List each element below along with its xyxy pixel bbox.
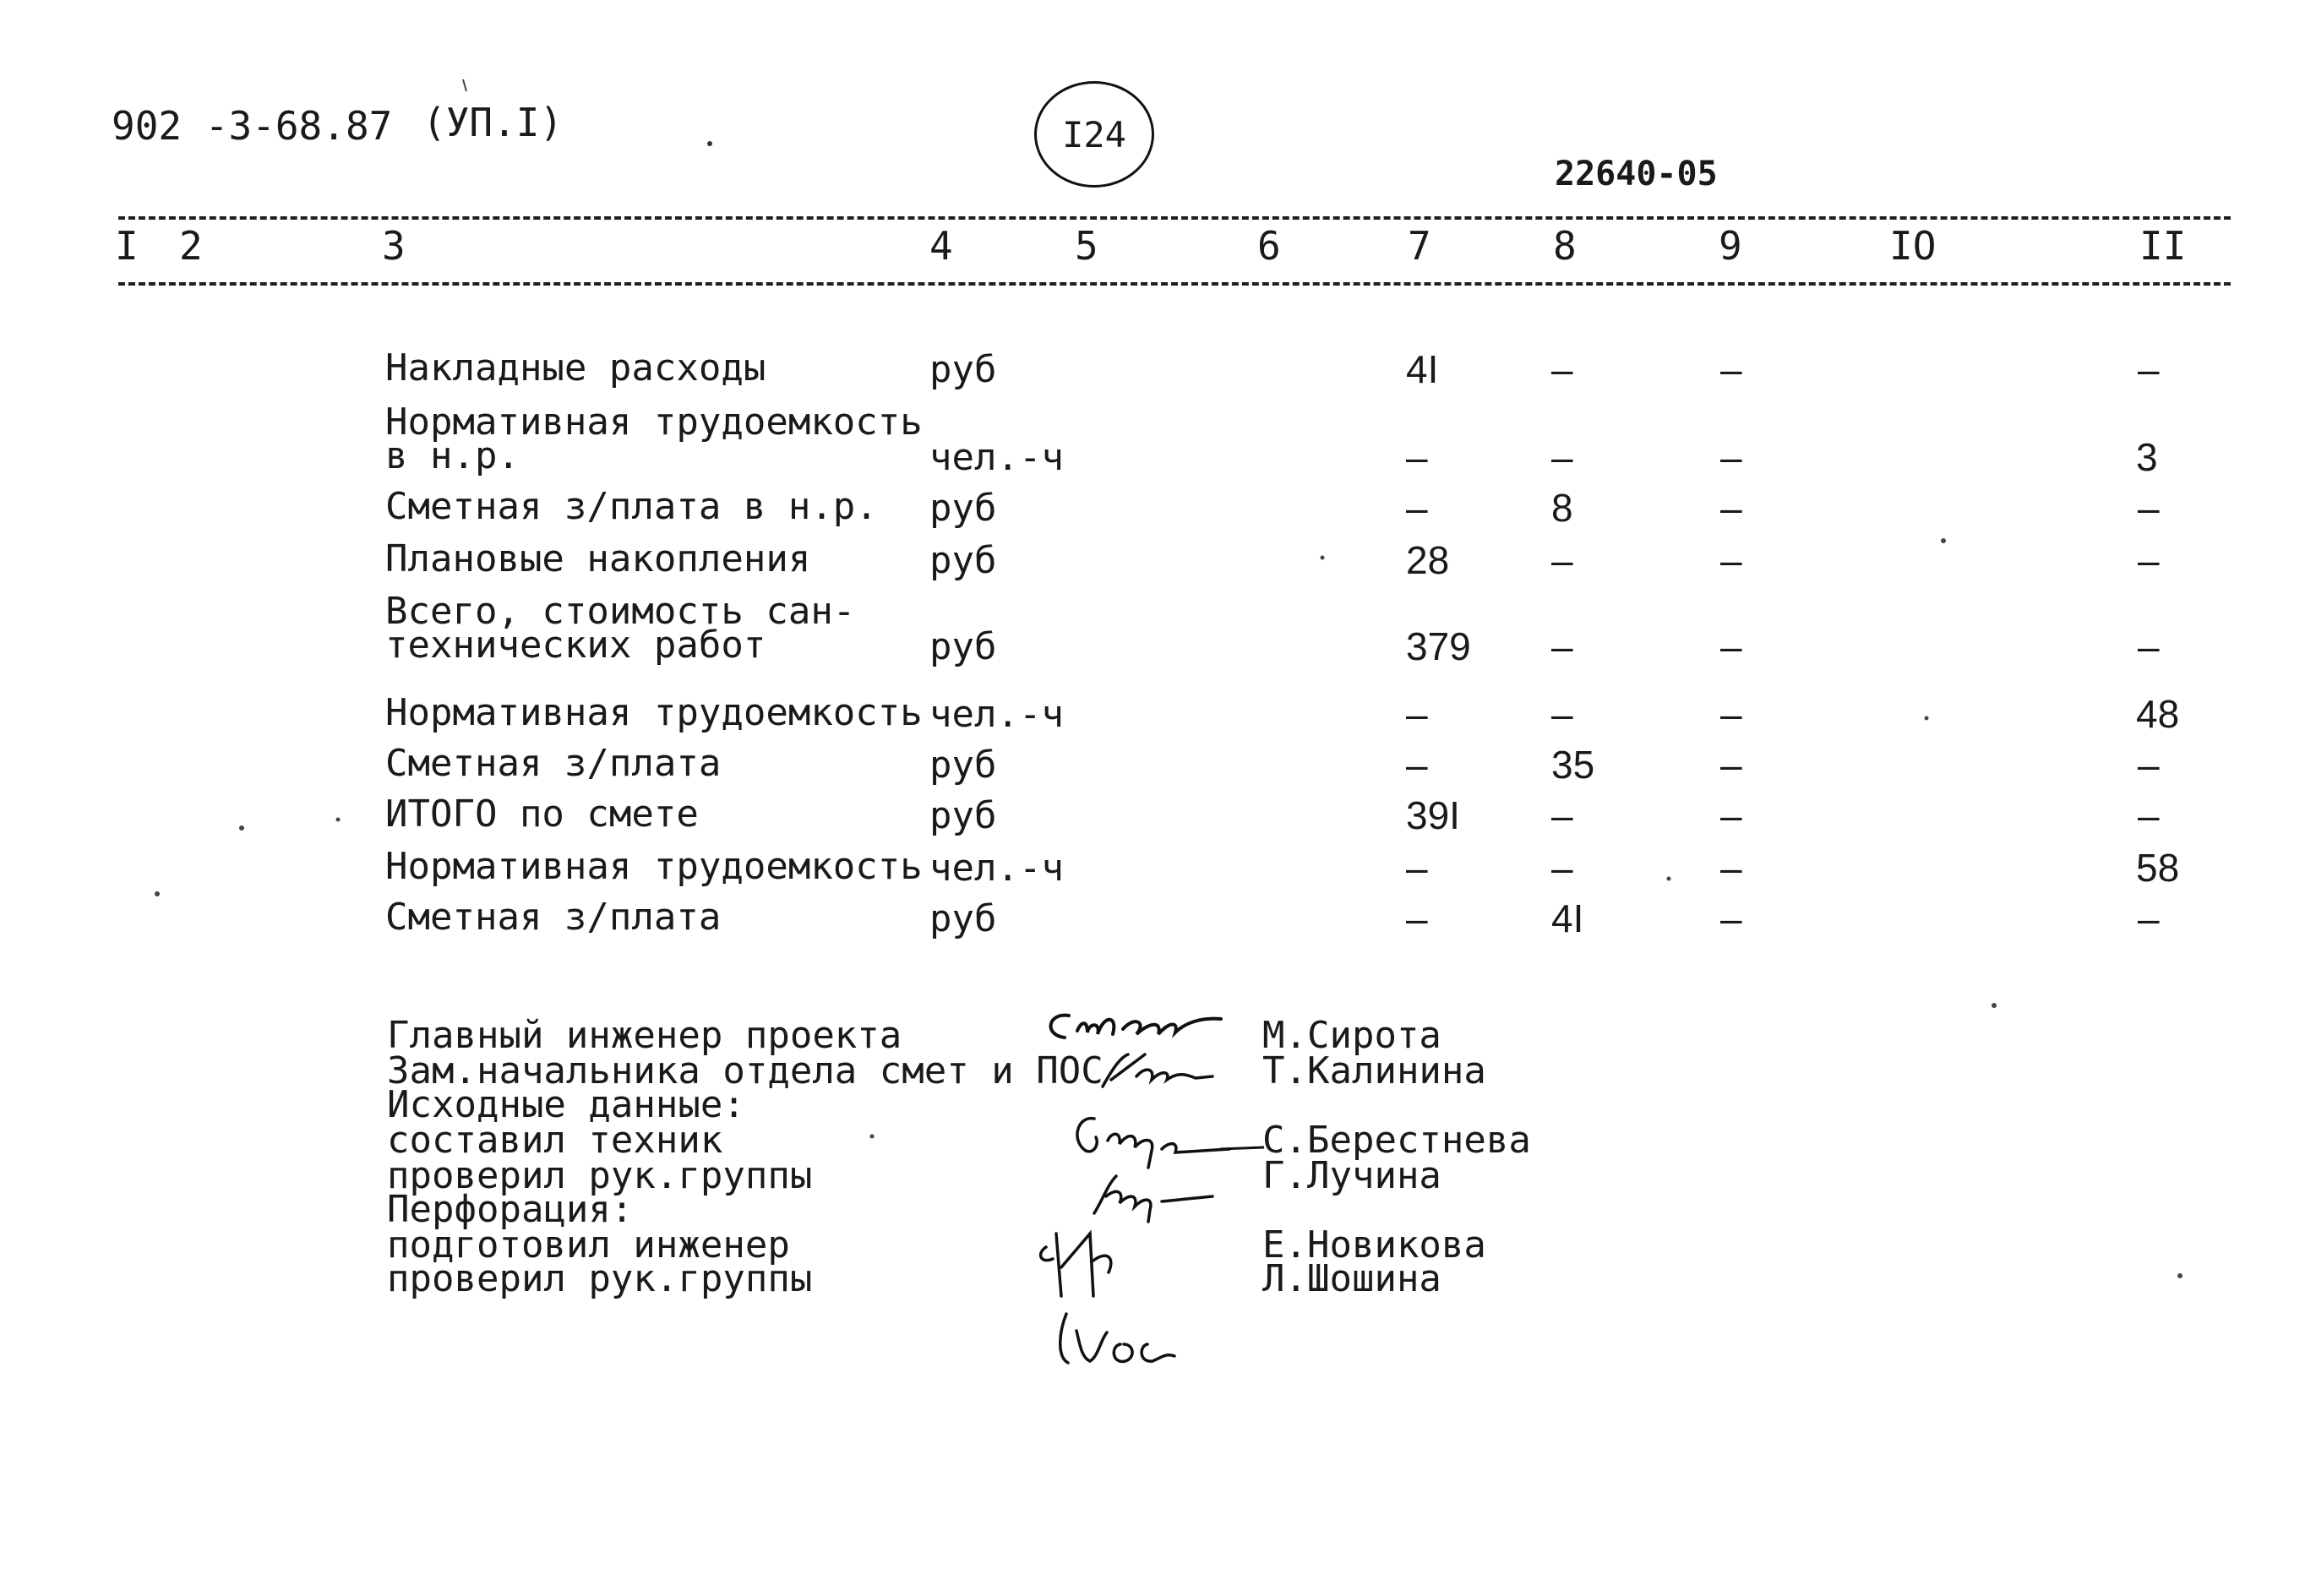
cell-col11: – xyxy=(2138,347,2160,391)
column-header: I xyxy=(115,223,139,269)
signatory-name: Л.Шошина xyxy=(1262,1257,1441,1300)
row-label: Сметная з/плата xyxy=(385,742,722,785)
column-header: 3 xyxy=(382,223,406,269)
cell-col9: – xyxy=(1720,624,1742,668)
column-header: II xyxy=(2139,223,2187,269)
cell-col8: 8 xyxy=(1551,486,1573,530)
row-label: Нормативная трудоемкость xyxy=(385,691,923,734)
row-unit: чел.-ч xyxy=(929,693,1064,736)
row-unit: руб xyxy=(929,794,997,837)
cell-col11: – xyxy=(2138,896,2160,940)
cell-col8: – xyxy=(1551,793,1573,837)
row-label: Нормативная трудоемкость xyxy=(385,845,923,888)
row-label: Нормативная трудоемкость xyxy=(385,400,923,444)
cell-col11: – xyxy=(2138,743,2160,787)
signature-role: проверил рук.группы xyxy=(387,1154,813,1197)
column-header: 4 xyxy=(929,223,953,269)
cell-col7: – xyxy=(1406,435,1428,479)
cell-col9: – xyxy=(1720,347,1742,391)
column-header: 6 xyxy=(1257,223,1281,269)
row-unit: чел.-ч xyxy=(929,436,1064,479)
row-unit: руб xyxy=(929,487,997,530)
row-label: технических работ xyxy=(385,624,766,667)
cell-col7: 379 xyxy=(1406,624,1471,668)
cell-col7: 4I xyxy=(1406,347,1439,391)
cell-col11: – xyxy=(2138,486,2160,530)
cell-col9: – xyxy=(1720,846,1742,890)
cell-col8: – xyxy=(1551,435,1573,479)
row-label: в н.р. xyxy=(385,434,520,477)
sheet-code: 22640-05 xyxy=(1555,155,1718,193)
document-code: 902 -3-68.87 xyxy=(112,103,393,149)
column-header: 2 xyxy=(179,223,203,269)
signature-role: Зам.начальника отдела смет и ПОС xyxy=(387,1049,1104,1092)
cell-col8: – xyxy=(1551,624,1573,668)
cell-col11: 3 xyxy=(2136,435,2158,479)
signature-role: Главный инженер проекта xyxy=(387,1014,902,1057)
row-unit: руб xyxy=(929,897,997,940)
column-header: 8 xyxy=(1553,223,1577,269)
signature-role: подготовил инженер xyxy=(387,1223,790,1266)
cell-col7: 28 xyxy=(1406,538,1450,582)
cell-col8: 35 xyxy=(1551,743,1595,787)
cell-col11: – xyxy=(2138,538,2160,582)
signatory-name: С.Берестнева xyxy=(1262,1119,1531,1162)
cell-col8: – xyxy=(1551,347,1573,391)
row-unit: руб xyxy=(929,625,997,668)
row-unit: руб xyxy=(929,539,997,582)
cell-col7: – xyxy=(1406,846,1428,890)
row-label: Всего, стоимость сан- xyxy=(385,590,856,633)
cell-col9: – xyxy=(1720,435,1742,479)
cell-col11: 48 xyxy=(2136,692,2180,736)
column-header: 7 xyxy=(1408,223,1431,269)
cell-col7: – xyxy=(1406,486,1428,530)
cell-col8: – xyxy=(1551,846,1573,890)
signatory-name: Т.Калинина xyxy=(1262,1049,1486,1092)
row-label: Плановые накопления xyxy=(385,537,811,580)
cell-col11: 58 xyxy=(2136,846,2180,890)
cell-col9: – xyxy=(1720,793,1742,837)
row-unit: руб xyxy=(929,348,997,391)
column-header: 5 xyxy=(1075,223,1098,269)
cell-col9: – xyxy=(1720,486,1742,530)
cell-col8: – xyxy=(1551,692,1573,736)
cell-col8: 4I xyxy=(1551,896,1584,940)
column-header: IO xyxy=(1889,223,1937,269)
page-number: I24 xyxy=(1062,113,1126,155)
row-label: ИТОГО по смете xyxy=(385,793,699,836)
signature-role: составил техник xyxy=(387,1119,723,1162)
cell-col9: – xyxy=(1720,692,1742,736)
column-header: 9 xyxy=(1719,223,1742,269)
row-label: Сметная з/плата xyxy=(385,896,722,939)
signature-role: Исходные данные: xyxy=(387,1083,745,1126)
cell-col9: – xyxy=(1720,538,1742,582)
row-unit: руб xyxy=(929,744,997,787)
signatory-name: Г.Лучина xyxy=(1262,1154,1441,1197)
issue-label: (УП.I) xyxy=(422,100,564,145)
signature-role: Перфорация: xyxy=(387,1188,634,1231)
row-label: Накладные расходы xyxy=(385,346,766,389)
signature-role: проверил рук.группы xyxy=(387,1257,813,1300)
row-label: Сметная з/плата в н.р. xyxy=(385,485,878,528)
cell-col7: – xyxy=(1406,743,1428,787)
signatory-name: Е.Новикова xyxy=(1262,1223,1486,1266)
signatory-name: М.Сирота xyxy=(1262,1014,1441,1057)
cell-col7: 39I xyxy=(1406,793,1460,837)
cell-col11: – xyxy=(2138,793,2160,837)
row-unit: чел.-ч xyxy=(929,847,1064,890)
cell-col9: – xyxy=(1720,896,1742,940)
cell-col11: – xyxy=(2138,624,2160,668)
cell-col9: – xyxy=(1720,743,1742,787)
cell-col8: – xyxy=(1551,538,1573,582)
cell-col7: – xyxy=(1406,896,1428,940)
cell-col7: – xyxy=(1406,692,1428,736)
